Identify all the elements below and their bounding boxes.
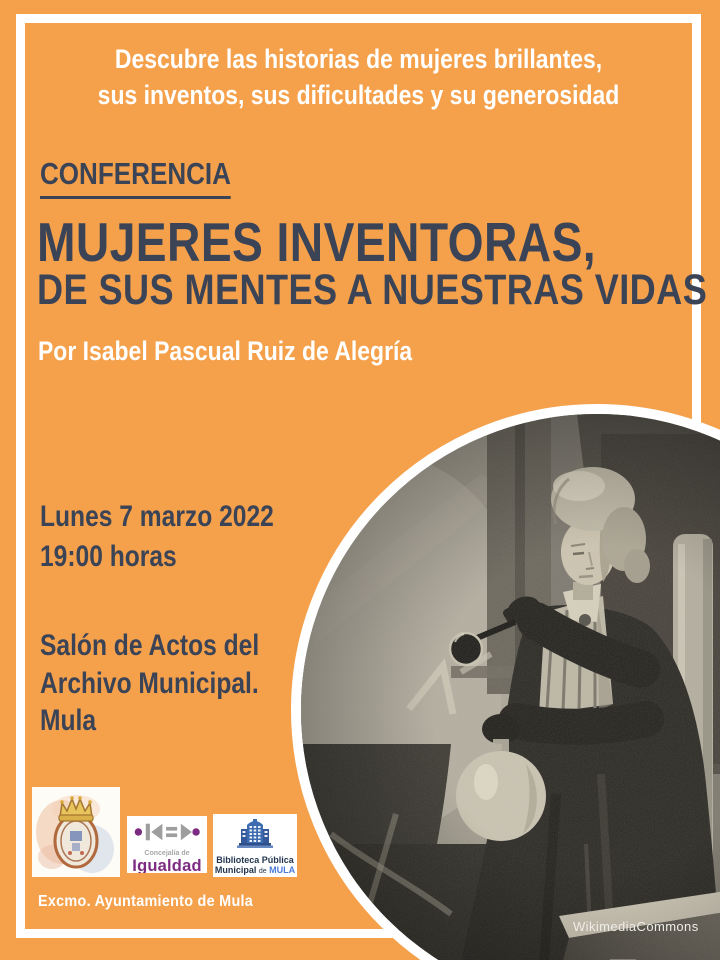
igualdad-line2: Igualdad bbox=[132, 856, 202, 873]
speaker-line: Por Isabel Pascual Ruiz de Alegría bbox=[38, 336, 413, 366]
schedule-block bbox=[40, 497, 325, 577]
biblioteca-line1: Biblioteca Pública bbox=[216, 855, 294, 865]
venue-block bbox=[40, 627, 307, 740]
kicker-conferencia: CONFERENCIA bbox=[40, 156, 267, 199]
tagline-line2: sus inventos, sus dificultades y su generosidad bbox=[97, 79, 620, 110]
venue-line3: Mula bbox=[40, 704, 97, 737]
venue-line2: Archivo Municipal. bbox=[40, 666, 259, 700]
footer-ayuntamiento: Excmo. Ayuntamiento de Mula bbox=[38, 893, 254, 910]
title-line1: MUJERES INVENTORAS, bbox=[37, 211, 597, 273]
biblioteca-municipal-logo bbox=[213, 814, 297, 877]
biblioteca-line2: Municipal de MULA bbox=[214, 865, 296, 876]
title-line2: DE SUS MENTES A NUESTRAS VIDAS bbox=[37, 266, 708, 314]
photo-credit: WikimediaCommons bbox=[573, 919, 699, 934]
mula-coat-of-arms-icon bbox=[32, 787, 120, 877]
schedule-time: 19:00 horas bbox=[40, 539, 177, 573]
tagline-line1: Descubre las historias de mujeres brillantes, bbox=[114, 44, 603, 74]
concejalia-igualdad-logo bbox=[127, 816, 207, 873]
equality-arrows-icon bbox=[131, 820, 203, 844]
igualdad-line1: Concejalía de bbox=[144, 850, 190, 857]
schedule-date: Lunes 7 marzo 2022 bbox=[40, 500, 274, 533]
tagline bbox=[75, 42, 642, 113]
library-building-icon bbox=[235, 817, 275, 849]
venue-line1: Salón de Actos del bbox=[40, 629, 260, 662]
